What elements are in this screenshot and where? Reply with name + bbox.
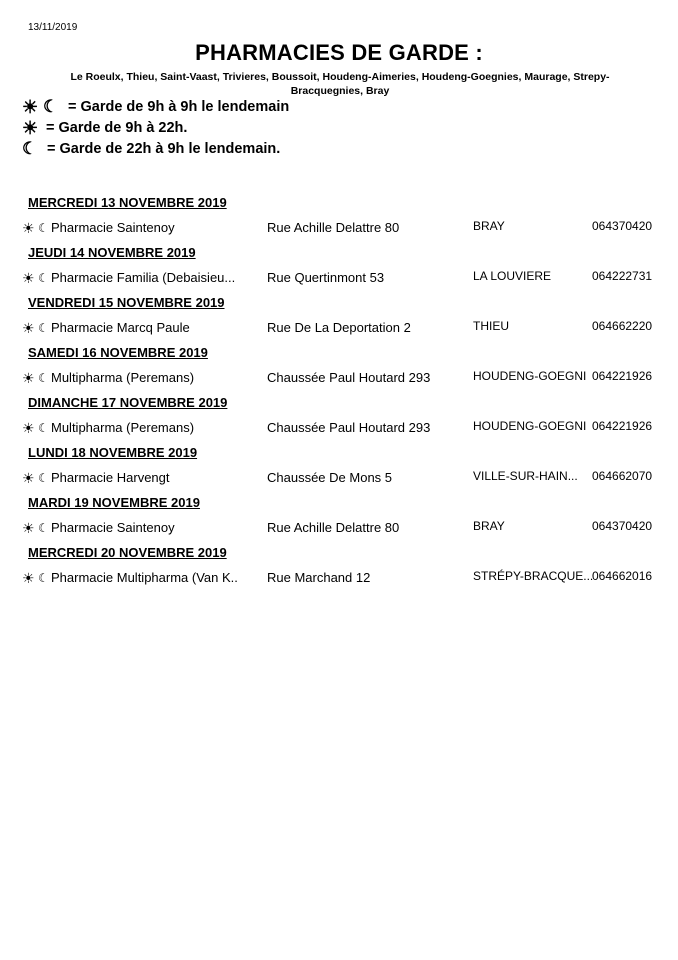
legend-row-night [22,138,289,159]
legend [22,96,289,159]
sun-icon: ☀ [22,519,35,536]
pharmacy-city: VILLE-SUR-HAIN... [473,469,578,483]
pharmacy-phone: 064370420 [592,519,653,533]
pharmacy-row [22,365,662,390]
sun-icon: ☀ [22,469,35,486]
pharmacy-city: HOUDENG-GOEGNI [473,369,587,383]
pharmacy-address: Rue Achille Delattre 80 [267,220,400,235]
moon-icon: ☾ [38,470,49,485]
pharmacy-address: Rue Marchand 12 [267,570,371,585]
day-header: MERCREDI 13 NOVEMBRE 2019 [28,195,227,210]
pharmacy-address: Chaussée Paul Houtard 293 [267,370,431,385]
sun-icon: ☀ [22,117,39,138]
pharmacy-phone: 064662220 [592,319,653,333]
duty-list [22,190,662,590]
pharmacy-name: Multipharma (Peremans) [51,370,195,385]
day-header: DIMANCHE 17 NOVEMBRE 2019 [28,395,228,410]
pharmacy-name: Pharmacie Saintenoy [51,520,175,535]
pharmacy-address: Chaussée Paul Houtard 293 [267,420,431,435]
sun-icon: ☀ [22,269,35,286]
moon-icon: ☾ [43,97,59,116]
pharmacy-phone: 064221926 [592,369,653,383]
pharmacy-address: Rue De La Deportation 2 [267,320,411,335]
pharmacy-phone: 064221926 [592,419,653,433]
day-header: VENDREDI 15 NOVEMBRE 2019 [28,295,225,310]
print-date: 13/11/2019 [28,22,78,33]
legend-text: = Garde de 9h à 9h le lendemain [68,98,290,115]
day-header: SAMEDI 16 NOVEMBRE 2019 [28,345,208,360]
pharmacy-row [22,315,662,340]
pharmacy-city: BRAY [473,519,505,533]
pharmacy-address: Chaussée De Mons 5 [267,470,393,485]
pharmacy-address: Rue Quertinmont 53 [267,270,385,285]
pharmacy-address: Rue Achille Delattre 80 [267,520,400,535]
pharmacy-name: Pharmacie Saintenoy [51,220,175,235]
pharmacy-name: Pharmacie Multipharma (Van K.. [51,570,238,585]
day-header: LUNDI 18 NOVEMBRE 2019 [28,445,198,460]
day-header: MARDI 19 NOVEMBRE 2019 [28,495,200,510]
pharmacy-phone: 064370420 [592,219,653,233]
legend-text: = Garde de 22h à 9h le lendemain. [47,140,281,157]
sun-icon: ☀ [22,569,35,586]
moon-icon: ☾ [22,139,38,158]
legend-text: = Garde de 9h à 22h. [46,119,188,136]
sun-icon: ☀ [22,96,39,117]
communes-subtitle: Le Roeulx, Thieu, Saint-Vaast, Trivieres, Boussoit, Houdeng-Aimeries, Houdeng-Goegnies, Maurage, Strepy-Bracquegnies, Bray [70,71,610,97]
legend-row-day [22,117,289,138]
pharmacy-name: Pharmacie Familia (Debaisieu... [51,270,236,285]
pharmacy-phone: 064662070 [592,469,653,483]
pharmacy-row [22,215,662,240]
moon-icon: ☾ [38,570,49,585]
moon-icon: ☾ [38,220,49,235]
pharmacy-city: HOUDENG-GOEGNI [473,419,587,433]
pharmacy-name: Pharmacie Harvengt [51,470,170,485]
moon-icon: ☾ [38,420,49,435]
pharmacy-city: THIEU [473,319,509,333]
sun-icon: ☀ [22,419,35,436]
moon-icon: ☾ [38,320,49,335]
pharmacy-name: Pharmacie Marcq Paule [51,320,190,335]
moon-icon: ☾ [38,270,49,285]
pharmacy-row [22,265,662,290]
pharmacy-city: BRAY [473,219,505,233]
moon-icon: ☾ [38,520,49,535]
sun-icon: ☀ [22,319,35,336]
day-header: JEUDI 14 NOVEMBRE 2019 [28,245,196,260]
page-title: PHARMACIES DE GARDE : [195,40,483,65]
moon-icon: ☾ [38,370,49,385]
sun-icon: ☀ [22,219,35,236]
legend-row-full [22,96,289,117]
pharmacy-row [22,515,662,540]
sun-icon: ☀ [22,369,35,386]
pharmacy-row [22,465,662,490]
pharmacy-name: Multipharma (Peremans) [51,420,195,435]
day-header: MERCREDI 20 NOVEMBRE 2019 [28,545,227,560]
pharmacy-row [22,565,662,590]
pharmacy-city: STRÉPY-BRACQUE... [473,569,593,583]
pharmacy-row [22,415,662,440]
pharmacy-phone: 064662016 [592,569,653,583]
pharmacy-city: LA LOUVIERE [473,269,552,283]
pharmacy-phone: 064222731 [592,269,653,283]
